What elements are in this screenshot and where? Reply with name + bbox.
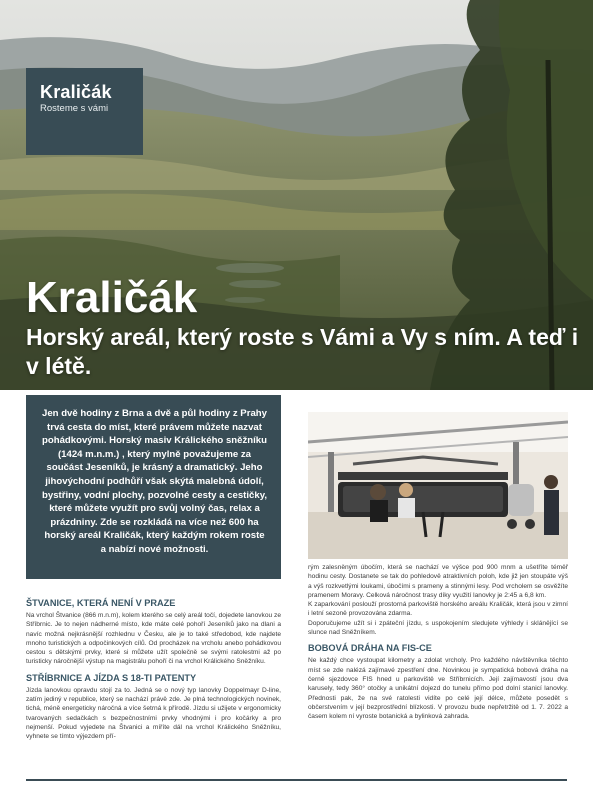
chairlift-illustration <box>308 412 568 559</box>
section-text-continued: rým zalesněným úbočím, která se nachází ve výšce pod 900 mnm a ušetříte téměř hodinu cesty. Dostanete se tak do pohledově atraktivních poloh, kde již jen stoupáte výš a výš rozkvetlými loukami, úbočími s prameny a stinnými lesy. Pod vrcholem se osvěžíte pramenem Moravy. Celková náročnost trasy díky využití lanovky je 2:45 a 6,8 km. <box>308 564 568 599</box>
chairlift-photo <box>308 412 568 559</box>
left-column <box>26 597 281 742</box>
hero-image <box>0 0 593 390</box>
section-heading-stribrnice: STŘÍBRNICE A JÍZDA S 18-TI PATENTY <box>26 672 197 683</box>
section-text-parking: K zaparkování poslouží prostorná parkoviště horského areálu Kraličák, která jsou v zimní i letní sezoně provozována zdarma. <box>308 601 568 618</box>
right-column <box>308 563 568 721</box>
section-heading-bobova-draha: BOBOVÁ DRÁHA NA FIS-CE <box>308 643 432 654</box>
intro-box <box>26 395 281 579</box>
hero-subtitle: Horský areál, který roste s Vámi a Vy s ním. A teď i v létě. <box>26 324 579 379</box>
intro-text: Jen dvě hodiny z Brna a dvě a půl hodiny z Prahy trvá cesta do míst, které právem můžete nazvat pohádkovými. Horský masiv Králického sněžníku (1424 m.n.m.) , který mylně považujeme za součást Jeseníků, je krásný a dramatický. Jeho jihovýchodní podhůří však skýtá malebná údolí, bystřiny, vodní plochy, pozvolné cesty a cestičky, které můžete využít pro svůj volný čas, relax a prázdniny. Zde se rozkládá na více než 600 ha horský areál Kraličák, který každým rokem roste a nabízí nové možnosti. <box>42 408 268 555</box>
section-text-stvanice: Na vrchol Štvanice (866 m.n.m), kolem kterého se celý areál točí, dojedete lanovkou ze Stříbrnic. Je to nejen nádherné místo, kde máte celé pohoří Jeseníků jako na dlani a navíc možná nejkrásnější rozhlednu v Česku, ale je to také středobod, kde najdete mnoho turistických a odpočinkových cílů. Od procházek na vrcholu anebo pohádkovou cestou s dětskými prvky, které si můžete užít společně se svými ratolestmi až po turisticky náročnější výstup na magistrálu pohoří či na vrchol Králického Sněžníku. <box>26 612 281 666</box>
brand-name: Kraličák <box>40 82 112 102</box>
section-text-bobova-draha: Ne každý chce vystoupat kilometry a zdolat vrcholy. Pro každého návštěvníka těchto míst se zde nalézá zajímavé zpestření dne. Novinkou je sympatická bobová dráha na černě sjezdovce FIS hned u parkoviště ve Stříbrnicích. Její zajímavostí jsou dva karusely, tedy 360° otočky a unikátní dojezd do tunelu přímo pod dolní stanicí lanovky. Přednosti pak, že na své ratolesti vidíte po celé její délce, můžete posedět s občerstvením v její bezprostřední blízkosti. V provozu bude nepřetržitě od 1. 7. 2022 a časem kolem ní vyroste botanická a bylinková zahrada. <box>308 657 568 721</box>
section-text-stribrnice: Jízda lanovkou opravdu stojí za to. Jedná se o nový typ lanovky Doppelmayr D-line, zatím jediný v republice, který se nachází právě zde. Je plná technologických novinek, tichá, méně energeticky náročná a více šetrná k přírodě. Jízdu si užijete v ergonomicky tvarovaných sedačkách s bezpečnostními prvky vhodnými i pro kočárky a pro nejmenší. Pokud vyjedete na Štvanici a míříte dál na vrchol Králického Sněžníku, vyhnete se tímto výjezdem pří- <box>26 686 281 741</box>
bottom-divider <box>26 779 567 781</box>
section-text-return: Doporučujeme užít si i zpáteční jízdu, s uspokojením sledujete výhledy i sklánějící se slunce nad Sněžníkem. <box>308 619 568 637</box>
hero-title: Kraličák <box>26 273 198 322</box>
brand-logo-box <box>26 68 143 155</box>
section-heading-stvanice: ŠTVANICE, KTERÁ NENÍ V PRAZE <box>26 598 176 608</box>
brand-tagline: Rosteme s vámi <box>40 103 109 114</box>
